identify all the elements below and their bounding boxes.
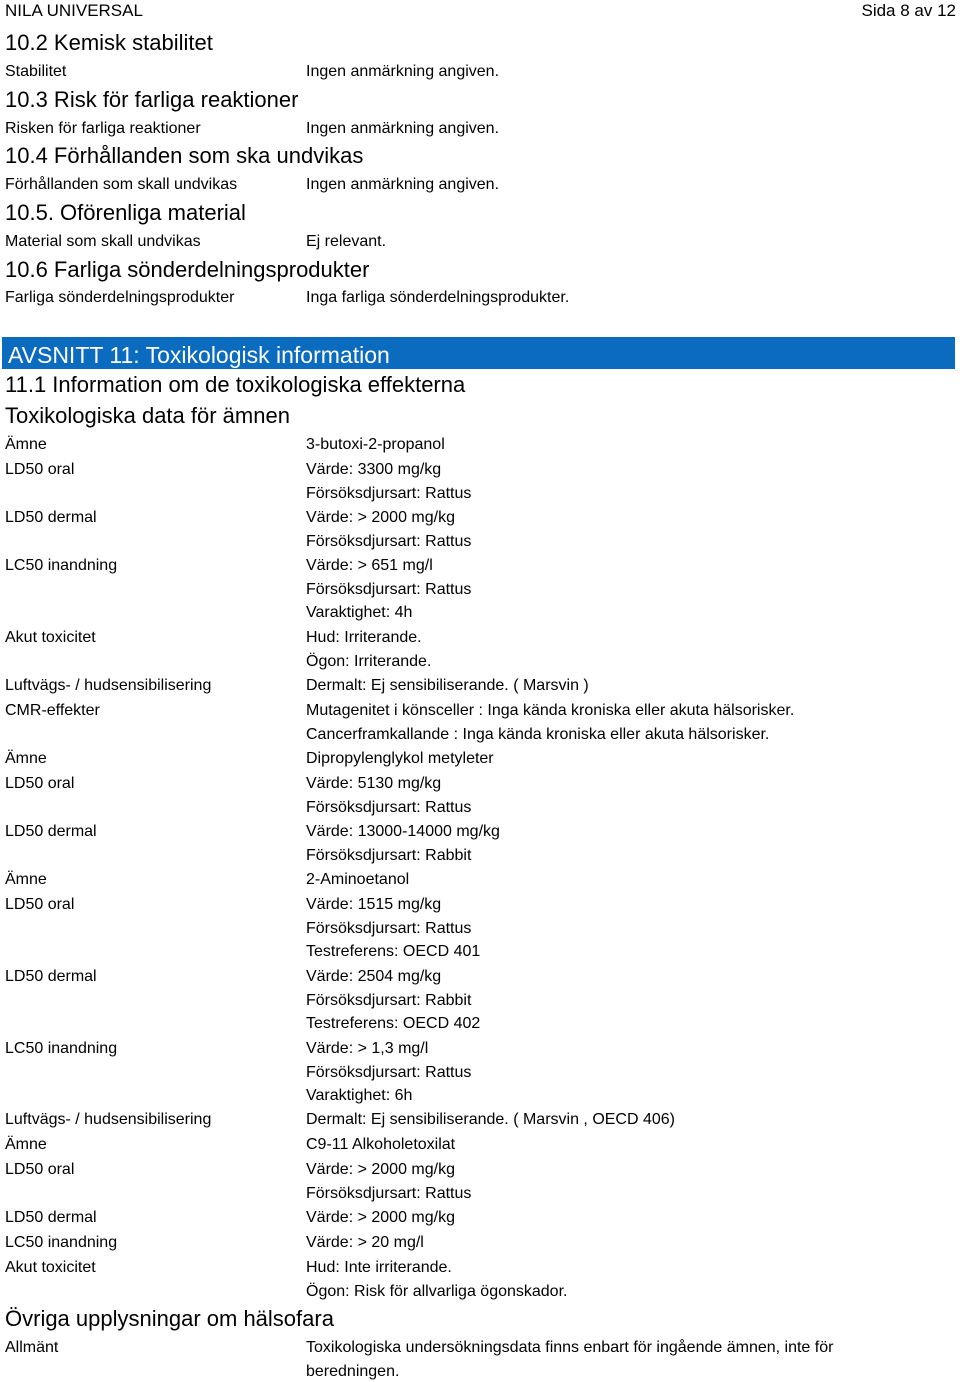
forhallanden-label: Förhållanden som skall undvikas [5, 176, 238, 193]
tox-row-label: LD50 oral [5, 896, 75, 913]
tox-row-value: Testreferens: OECD 401 [306, 943, 481, 960]
tox-row-value: Värde: > 2000 mg/kg [306, 1209, 455, 1226]
tox-row-label: Ämne [5, 750, 47, 767]
tox-row-value: Cancerframkallande : Inga kända kroniska eller akuta hälsorisker. [306, 726, 770, 743]
tox-row-value: Värde: 5130 mg/kg [306, 775, 442, 792]
tox-row-value: Hud: Irriterande. [306, 629, 422, 646]
tox-row-value: Värde: > 20 mg/l [306, 1234, 424, 1251]
heading-10-2: 10.2 Kemisk stabilitet [5, 30, 213, 55]
heading-tox-data: Toxikologiska data för ämnen [5, 403, 290, 428]
stabilitet-value: Ingen anmärkning angiven. [306, 63, 500, 80]
heading-10-5: 10.5. Oförenliga material [5, 200, 246, 225]
tox-row-value: Värde: 1515 mg/kg [306, 896, 442, 913]
document-title: NILA UNIVERSAL [5, 1, 143, 20]
tox-row-value: Dermalt: Ej sensibiliserande. ( Marsvin ) [306, 677, 589, 694]
tox-row-label: LD50 oral [5, 1161, 75, 1178]
tox-row-label: Luftvägs- / hudsensibilisering [5, 1111, 212, 1128]
farliga-label: Farliga sönderdelningsprodukter [5, 289, 235, 306]
stabilitet-label: Stabilitet [5, 63, 67, 80]
farliga-value: Inga farliga sönderdelningsprodukter. [306, 289, 570, 306]
tox-row-value: Hud: Inte irriterande. [306, 1259, 452, 1276]
tox-row-value: Värde: > 2000 mg/kg [306, 1161, 455, 1178]
tox-row-value: Värde: > 651 mg/l [306, 557, 433, 574]
tox-row-value: Försöksdjursart: Rattus [306, 920, 472, 937]
tox-row-label: LD50 dermal [5, 968, 97, 985]
heading-11-1: 11.1 Information om de toxikologiska effekterna [5, 372, 466, 397]
material-value: Ej relevant. [306, 233, 387, 250]
tox-row-label: LD50 oral [5, 461, 75, 478]
tox-row-value: Försöksdjursart: Rattus [306, 533, 472, 550]
tox-row-value: Värde: 13000-14000 mg/kg [306, 823, 500, 840]
tox-row-value: Varaktighet: 6h [306, 1087, 413, 1104]
tox-row-value: Varaktighet: 4h [306, 604, 413, 621]
tox-row-value: Testreferens: OECD 402 [306, 1015, 481, 1032]
tox-row-value: Dipropylenglykol metyleter [306, 750, 494, 767]
tox-row-value: 3-butoxi-2-propanol [306, 436, 445, 453]
tox-row-value: Värde: > 1,3 mg/l [306, 1040, 429, 1057]
tox-row-label: LC50 inandning [5, 1234, 118, 1251]
heading-10-3: 10.3 Risk för farliga reaktioner [5, 87, 299, 112]
tox-row-value: Ögon: Irriterande. [306, 653, 432, 670]
allmant-value-line: beredningen. [306, 1363, 400, 1380]
forhallanden-value: Ingen anmärkning angiven. [306, 176, 500, 193]
risk-value: Ingen anmärkning angiven. [306, 120, 500, 137]
tox-row-label: LD50 oral [5, 775, 75, 792]
tox-row-label: Ämne [5, 1136, 47, 1153]
tox-row-value: Värde: 2504 mg/kg [306, 968, 442, 985]
tox-row-label: Ämne [5, 871, 47, 888]
tox-row-label: LD50 dermal [5, 509, 97, 526]
heading-ovriga: Övriga upplysningar om hälsofara [5, 1306, 334, 1331]
tox-row-value: Dermalt: Ej sensibiliserande. ( Marsvin , OECD 406) [306, 1111, 676, 1128]
tox-row-label: LD50 dermal [5, 1209, 97, 1226]
tox-row-value: Försöksdjursart: Rattus [306, 1185, 472, 1202]
tox-row-value: Försöksdjursart: Rabbit [306, 847, 472, 864]
tox-row-value: C9-11 Alkoholetoxilat [306, 1136, 456, 1153]
risk-label: Risken för farliga reaktioner [5, 120, 201, 137]
tox-row-label: LC50 inandning [5, 1040, 118, 1057]
tox-row-value: 2-Aminoetanol [306, 871, 410, 888]
tox-row-value: Försöksdjursart: Rattus [306, 581, 472, 598]
tox-row-label: Ämne [5, 436, 47, 453]
tox-row-value: Värde: > 2000 mg/kg [306, 509, 455, 526]
tox-row-value: Försöksdjursart: Rattus [306, 485, 472, 502]
heading-10-6: 10.6 Farliga sönderdelningsprodukter [5, 257, 370, 282]
section-11-banner [2, 337, 955, 369]
tox-row-label: LC50 inandning [5, 557, 118, 574]
tox-row-label: CMR-effekter [5, 702, 100, 719]
tox-row-value: Ögon: Risk för allvarliga ögonskador. [306, 1283, 568, 1300]
section-11-title: AVSNITT 11: Toxikologisk information [8, 342, 390, 368]
tox-row-label: Luftvägs- / hudsensibilisering [5, 677, 212, 694]
material-label: Material som skall undvikas [5, 233, 201, 250]
tox-row-label: Akut toxicitet [5, 629, 96, 646]
tox-row-label: LD50 dermal [5, 823, 97, 840]
allmant-value-line: Toxikologiska undersökningsdata finns enbart för ingående ämnen, inte för [306, 1339, 834, 1356]
heading-10-4: 10.4 Förhållanden som ska undvikas [5, 143, 364, 168]
tox-row-value: Försöksdjursart: Rattus [306, 799, 472, 816]
page-number: Sida 8 av 12 [861, 1, 956, 20]
tox-row-value: Försöksdjursart: Rattus [306, 1064, 472, 1081]
tox-row-value: Värde: 3300 mg/kg [306, 461, 442, 478]
allmant-label: Allmänt [5, 1339, 59, 1356]
tox-row-label: Akut toxicitet [5, 1259, 96, 1276]
tox-row-value: Försöksdjursart: Rabbit [306, 992, 472, 1009]
tox-row-value: Mutagenitet i könsceller : Inga kända kroniska eller akuta hälsorisker. [306, 702, 795, 719]
